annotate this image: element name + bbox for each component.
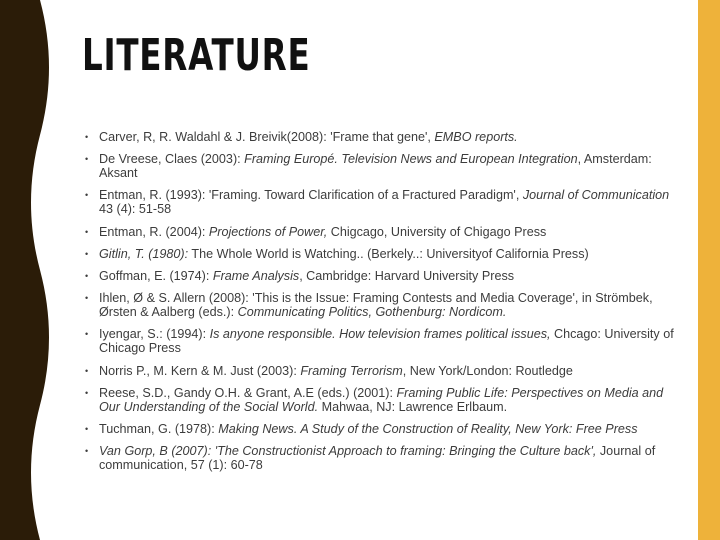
reference-text: 43 (4): 51-58 — [99, 202, 172, 217]
bullet-icon: • — [85, 365, 89, 376]
bullet-icon: • — [85, 270, 89, 281]
reference-text: , Cambridge: Harvard University Press — [299, 268, 515, 283]
bullet-icon: • — [85, 226, 89, 237]
reference-italic-text: Framing Public Life: Perspectives on Media and Our Understanding of the Social World. — [99, 385, 664, 414]
reference-italic-text: EMBO reports. — [434, 130, 518, 144]
bullet-icon: • — [85, 293, 89, 304]
reference-italic-text: Journal of Communication — [522, 188, 670, 203]
reference-text: , Amsterdam: Aksant — [99, 152, 652, 181]
reference-text: Chcago: University of Chicago Press — [99, 327, 674, 356]
bullet-icon: • — [85, 248, 89, 259]
decorative-wavy-border — [0, 0, 60, 540]
page-title: LITERATURE — [82, 30, 311, 81]
reference-italic-text: Is anyone responsible. How television frames political issues, — [209, 327, 551, 342]
reference-item — [84, 130, 674, 144]
reference-text: Carver, R, R. Waldahl & J. Breivik(2008): 'Frame that gene', — [99, 130, 435, 144]
reference-text: The Whole World is Watching.. (Berkely..: Universityof California Press) — [188, 246, 589, 261]
bullet-icon: • — [85, 154, 89, 165]
reference-text: Goffman, E. (1974): — [99, 268, 213, 283]
reference-text: Entman, R. (2004): — [99, 224, 209, 239]
reference-item — [84, 188, 674, 216]
bullet-icon: • — [85, 132, 89, 142]
accent-side-bar — [698, 0, 720, 540]
reference-italic-text: Framing Europé. Television News and European Integration — [244, 152, 578, 167]
reference-list — [84, 130, 674, 480]
reference-text: Tuchman, G. (1978): — [99, 421, 219, 436]
reference-item — [84, 225, 674, 239]
reference-italic-text: Projections of Power, — [208, 224, 328, 239]
bullet-icon: • — [85, 190, 89, 201]
reference-item — [84, 444, 674, 472]
reference-text: Journal of communication, 57 (1): 60-78 — [99, 444, 656, 473]
reference-italic-text: Framing Terrorism — [300, 363, 403, 378]
reference-text: Norris P., M. Kern & M. Just (2003): — [99, 363, 301, 378]
reference-italic-text: Van Gorp, B (2007): 'The Constructionist Approach to framing: Bringing the Culture back', — [99, 444, 597, 459]
reference-italic-text: Communicating Politics, Gothenburg: Nordicom. — [237, 305, 507, 320]
reference-text: Reese, S.D., Gandy O.H. & Grant, A.E (eds.) (2001): — [99, 385, 397, 400]
reference-item — [84, 247, 674, 261]
reference-item — [84, 422, 674, 436]
bullet-icon: • — [85, 423, 89, 434]
reference-item — [84, 386, 674, 414]
bullet-icon: • — [85, 446, 89, 457]
reference-item — [84, 269, 674, 283]
reference-text: De Vreese, Claes (2003): — [99, 152, 245, 167]
reference-item — [84, 291, 674, 319]
reference-italic-text: Frame Analysis — [212, 268, 300, 283]
reference-text: , New York/London: Routledge — [402, 363, 573, 378]
bullet-icon: • — [85, 387, 89, 398]
reference-text: Mahwaa, NJ: Lawrence Erlbaum. — [318, 399, 508, 414]
reference-text: Chigcago, University of Chigago Press — [327, 224, 547, 239]
reference-text: Iyengar, S.: (1994): — [99, 327, 210, 342]
reference-text: Entman, R. (1993): 'Framing. Toward Clarification of a Fractured Paradigm', — [99, 188, 523, 203]
reference-text: Ihlen, Ø & S. Allern (2008): 'This is the Issue: Framing Contests and Media Coverage', in Strömbek, Ørsten & Aalberg (eds.): — [99, 291, 653, 320]
reference-italic-text: Making News. A Study of the Construction of Reality, New York: Free Press — [218, 421, 638, 436]
reference-item — [84, 152, 674, 180]
reference-italic-text: Gitlin, T. (1980): — [99, 246, 189, 261]
reference-item — [84, 327, 674, 355]
reference-item — [84, 364, 674, 378]
bullet-icon: • — [85, 329, 89, 340]
